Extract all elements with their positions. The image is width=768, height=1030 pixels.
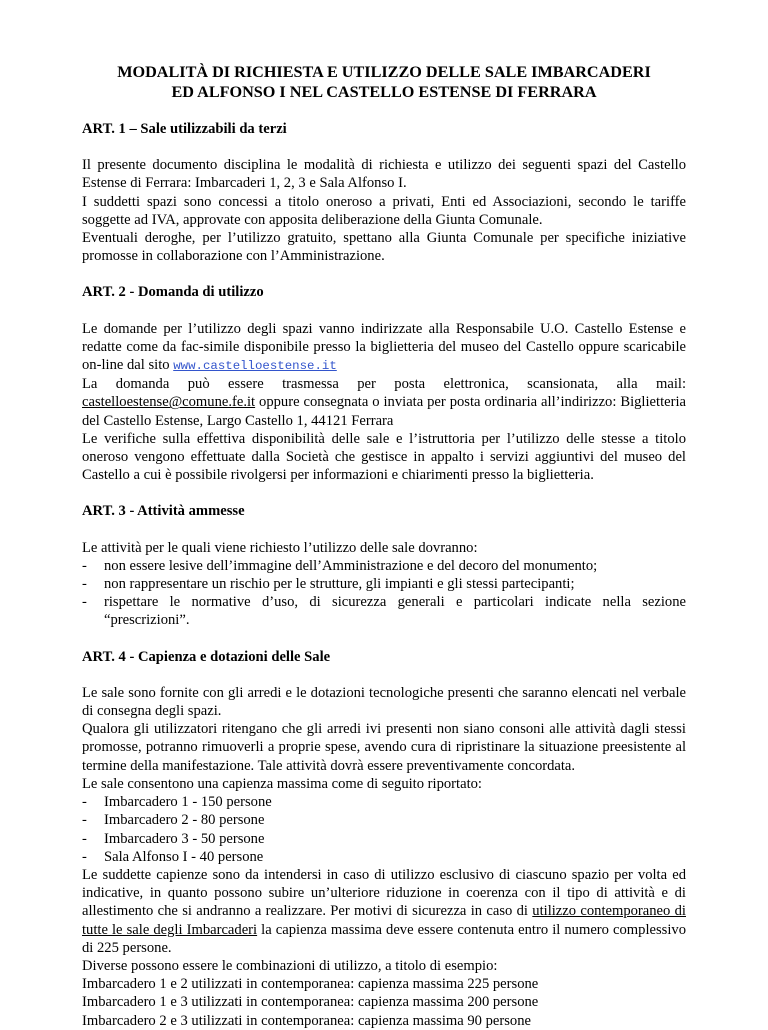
art4-paragraph-5: Diverse possono essere le combinazioni di utilizzo, a titolo di esempio:	[82, 957, 498, 974]
title-line-1: MODALITÀ DI RICHIESTA E UTILIZZO DELLE SALE IMBARCADERI	[117, 63, 651, 81]
combo-line: Imbarcadero 1 e 2 utilizzati in contemporanea: capienza massima 225 persone	[82, 976, 539, 993]
art4-heading: ART. 4 - Capienza e dotazioni delle Sale	[82, 648, 331, 665]
email-link[interactable]: castelloestense@comune.fe.it	[82, 394, 256, 411]
art1-paragraph-2: I suddetti spazi sono concessi a titolo oneroso a privati, Enti ed Associazioni, secondo le tariffe soggette ad IVA, approvate con apposita deliberazione della Giunta Comunale.	[82, 193, 686, 228]
document-title	[82, 62, 686, 102]
combo-line: Imbarcadero 1 e 3 utilizzati in contemporanea: capienza massima 200 persone	[82, 994, 539, 1011]
art1-heading: ART. 1 – Sale utilizzabili da terzi	[82, 121, 287, 137]
art4-p4-text-a: Le suddette capienze sono da intendersi in caso di utilizzo esclusivo di ciascuno spazio per volta ed indicative, in quanto possono subire un’ulteriore riduzione in coerenza con il tipo di attività e di allestimento che si andranno a realizzare. Per motivi di sicurezza in caso di	[82, 866, 686, 920]
art3-body	[82, 539, 686, 630]
capacity-list	[82, 793, 686, 866]
list-item: - rispettare le normative d’uso, di sicurezza generali e particolari indicate nella sezione “prescrizioni”.	[82, 593, 686, 629]
art4-paragraph-2: Qualora gli utilizzatori ritengano che gli arredi ivi presenti non siano consoni alle attività dagli stessi promosse, potranno rimuoverli a proprie spese, avendo cura di ripristinare la situazione preesistente al termine della manifestazione. Tale attività dovrà essere preventivamente concordata.	[82, 721, 686, 774]
art2-p2-text: La domanda può essere trasmessa per posta elettronica, scansionata, alla mail:	[82, 376, 686, 393]
art4-body	[82, 684, 686, 1030]
title-line-2: ED ALFONSO I NEL CASTELLO ESTENSE DI FERRARA	[171, 83, 597, 101]
art4-paragraph-4	[82, 866, 686, 957]
art2-heading: ART. 2 - Domanda di utilizzo	[82, 284, 264, 301]
art1-body	[82, 156, 686, 265]
art4-paragraph-1: Le sale sono fornite con gli arredi e le dotazioni tecnologiche presenti che saranno elencati nel verbale di consegna degli spazi.	[82, 684, 686, 720]
art2-paragraph-2	[82, 375, 686, 430]
list-item: - non rappresentare un rischio per le strutture, gli impianti e gli stessi partecipanti;	[82, 575, 686, 593]
art4-paragraph-3: Le sale consentono una capienza massima come di seguito riportato:	[82, 775, 482, 792]
list-item: - Imbarcadero 3 - 50 persone	[82, 830, 686, 848]
art2-paragraph-1	[82, 320, 686, 376]
art2-p2-text-after: oppure consegnata o inviata per posta ordinaria all’indirizzo: Biglietteria del Castello Estense, Largo Castello 1, 44121 Ferrara	[82, 394, 686, 429]
art2-paragraph-3: Le verifiche sulla effettiva disponibilità delle sale e l’istruttoria per l’utilizzo delle stesse a titolo oneroso vengono effettuate dalla Società che gestisce in appalto i servizi aggiuntivi del museo del Castello a cui è possibile rivolgersi per informazioni e chiarimenti presso la biglietteria.	[82, 430, 686, 484]
art2-p1-text: Le domande per l’utilizzo degli spazi vanno indirizzate alla Responsabile U.O. Castello Estense e redatte come da fac-simile disponibile presso la biglietteria del museo del Castello oppure scaricabile on-line dal sito	[82, 320, 686, 374]
art1-paragraph-3: Eventuali deroghe, per l’utilizzo gratuito, spettano alla Giunta Comunale per specifiche iniziative promosse in collaborazione con l’Amministrazione.	[82, 230, 686, 265]
art3-heading: ART. 3 - Attività ammesse	[82, 503, 245, 520]
list-item: - non essere lesive dell’immagine dell’Amministrazione e del decoro del monumento;	[82, 557, 686, 575]
art4-p4-underlined: utilizzo contemporaneo di tutte le sale degli Imbarcaderi	[82, 903, 686, 938]
combo-line: Imbarcadero 2 e 3 utilizzati in contemporanea: capienza massima 90 persone	[82, 1012, 531, 1029]
art4-p4-text-b: la capienza massima deve essere contenuta entro il numero complessivo di 225 persone.	[82, 921, 686, 956]
list-item: - Imbarcadero 2 - 80 persone	[82, 811, 686, 829]
website-link[interactable]: www.castelloestense.it	[173, 359, 337, 374]
list-item: - Imbarcadero 1 - 150 persone	[82, 793, 686, 811]
art3-intro: Le attività per le quali viene richiesto l’utilizzo delle sale dovranno:	[82, 539, 478, 556]
art3-list	[82, 557, 686, 630]
art2-body	[82, 320, 686, 485]
list-item: - Sala Alfonso I - 40 persone	[82, 848, 686, 866]
art1-paragraph-1: Il presente documento disciplina le modalità di richiesta e utilizzo dei seguenti spazi del Castello Estense di Ferrara: Imbarcaderi 1, 2, 3 e Sala Alfonso I.	[82, 157, 686, 192]
